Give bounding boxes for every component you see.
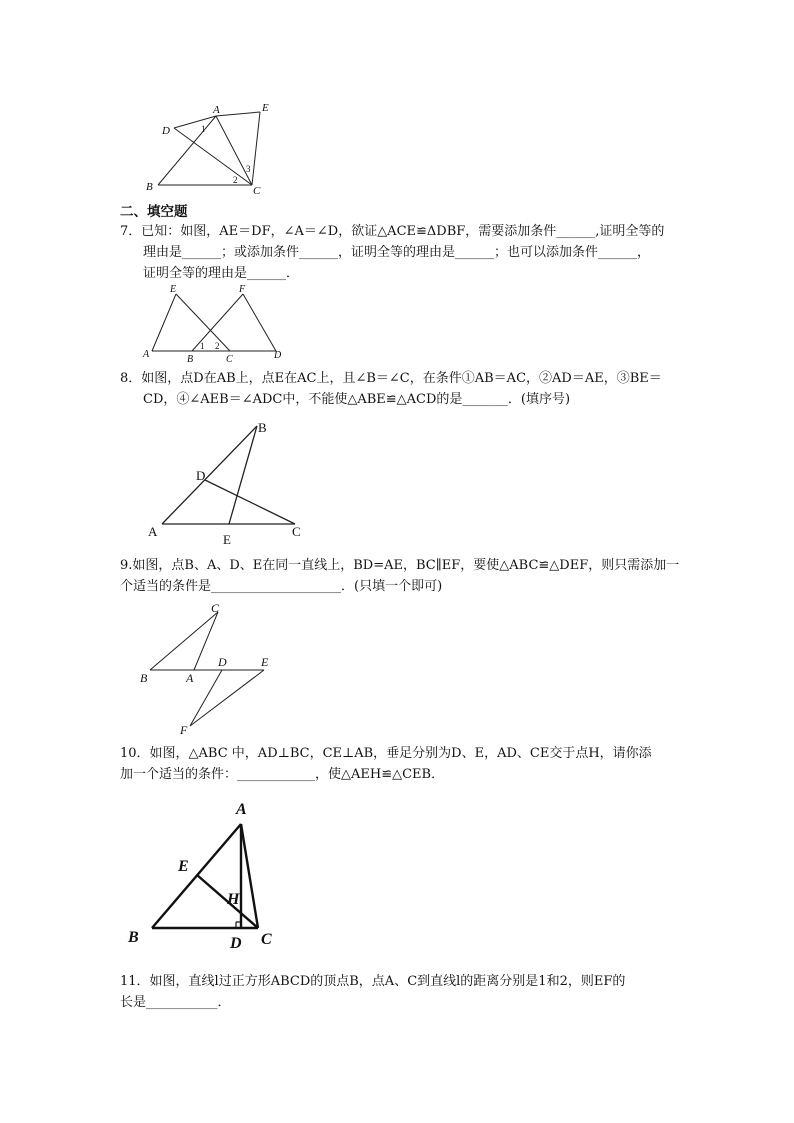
label-d: D [196, 468, 206, 483]
q10-line-2: 加一个适当的条件：____________，使△AEH≌△CEB． [120, 767, 445, 782]
figure-parallel-triangles-q9 [136, 600, 286, 740]
label-e: E [170, 284, 177, 295]
label-a: A [186, 671, 194, 685]
label-f: F [239, 284, 246, 295]
angle-2: 2 [233, 175, 238, 185]
angle-3: 3 [246, 164, 251, 174]
angle-1: 1 [201, 124, 206, 134]
q9-line-1: 9.如图，点B、A、D、E在同一直线上，BD=AE，BC∥EF，要使△ABC≌△DEF，则只需添加一 [120, 558, 680, 573]
figure-triangle-q8 [140, 414, 315, 548]
label-b: B [258, 420, 267, 435]
figure-quadrilateral-abcde [140, 100, 300, 200]
q8-line-1: 8．如图，点D在AB上，点E在AC上，且∠B＝∠C，在条件①AB＝AC，②AD＝AE，③BE＝ [120, 371, 662, 386]
angle-1: 1 [200, 341, 205, 351]
label-f: F [180, 723, 188, 737]
label-b: B [187, 354, 194, 365]
q7-line-1: 7．已知：如图，AE＝DF，∠A＝∠D，欲证△ACE≌ΔDBF，需要添加条件______,证明全等的 [120, 224, 665, 239]
label-h: H [227, 891, 240, 908]
label-d: D [162, 125, 170, 137]
label-c: C [211, 601, 220, 615]
q7-line-3: 证明全等的理由是______． [143, 266, 300, 281]
label-a: A [236, 801, 247, 818]
section-title: 二、填空题 [120, 204, 188, 220]
label-e: E [223, 532, 231, 547]
label-a: A [213, 104, 220, 116]
q11-line-2: 长是___________． [120, 995, 231, 1010]
figure-triangle-altitudes-q10 [124, 796, 284, 956]
label-d: D [230, 935, 242, 952]
angle-2: 2 [215, 341, 220, 351]
label-d: D [218, 655, 227, 669]
label-b: B [140, 671, 148, 685]
label-d: D [274, 350, 282, 361]
q9-line-2: 个适当的条件是____________________．(只填一个即可) [120, 579, 443, 594]
label-a: A [143, 349, 150, 360]
label-a: A [148, 524, 158, 539]
q8-line-2: CD，④∠AEB＝∠ADC中，不能使△ABE≌△ACD的是_______．(填序号) [143, 392, 571, 407]
figure-two-triangles-q7 [140, 282, 290, 364]
label-e: E [262, 102, 269, 114]
label-c: C [226, 354, 233, 365]
label-c: C [292, 524, 301, 539]
q7-line-2: 理由是______；或添加条件______，证明全等的理由是______；也可以添加条件______， [143, 245, 651, 260]
label-c: C [253, 185, 261, 197]
label-e: E [261, 655, 269, 669]
q10-line-1: 10．如图，△ABC 中，AD⊥BC，CE⊥AB，垂足分别为D、E，AD、CE交于点H，请你添 [120, 746, 652, 761]
label-b: B [146, 181, 153, 193]
label-b: B [128, 929, 139, 946]
label-e: E [178, 858, 189, 875]
label-c: C [261, 931, 272, 948]
q11-line-1: 11．如图，直线l过正方形ABCD的顶点B，点A、C到直线l的距离分别是1和2，则EF的 [120, 974, 626, 989]
